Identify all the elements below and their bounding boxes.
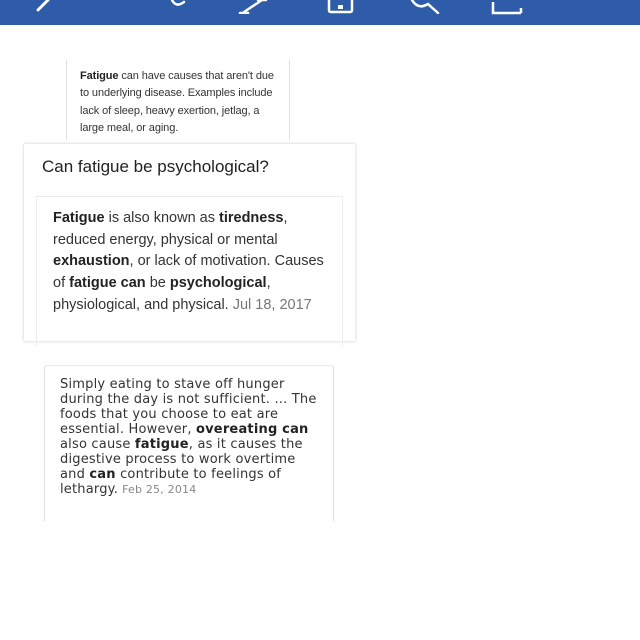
snippet-card-nondisease-causes[interactable]: [67, 60, 289, 140]
bold-term: Fatigue: [53, 210, 105, 226]
answer-date: Jul 18, 2017: [232, 296, 312, 313]
bold-term: can: [89, 467, 116, 482]
bold-term: psychological: [169, 275, 267, 292]
text-fragment: Simply eating to stave off hunger during the day is not sufficient. ... The foods that you choose to eat are essential. However,: [60, 377, 317, 437]
text-fragment: , reduced energy, physical or mental: [53, 210, 288, 248]
search-icon[interactable]: [408, 0, 448, 14]
share-icon[interactable]: [490, 0, 526, 16]
people-also-ask-card[interactable]: [24, 144, 355, 341]
answer-box: [36, 196, 343, 346]
bold-term: fatigue: [134, 437, 189, 452]
text-fragment: is also known as: [104, 210, 220, 226]
snippet-body: can have causes that aren't due to underlying disease. Examples include lack of sleep, heavy exertion, jetlag, a large meal, or aging.: [80, 70, 274, 134]
snippet-card-overeating[interactable]: [45, 366, 333, 521]
text-fragment: , as it causes the digestive process to work overtime and: [60, 437, 303, 482]
bold-term: Fatigue: [80, 70, 119, 82]
snippet-text: [67, 60, 289, 137]
app-toolbar: [0, 0, 640, 25]
text-fragment: contribute to feelings of lethargy.: [60, 467, 282, 497]
text-fragment: also cause: [60, 437, 135, 452]
text-fragment: , physiological, and physical.: [53, 275, 271, 313]
snippet-date: Feb 25, 2014: [122, 483, 197, 496]
pen-icon[interactable]: [238, 0, 270, 14]
back-arrow-icon[interactable]: [30, 0, 56, 14]
bold-term: overeating can: [196, 422, 309, 437]
question-heading[interactable]: Can fatigue be psychological?: [42, 157, 269, 176]
redo-icon[interactable]: [168, 0, 190, 12]
bold-term: tiredness: [219, 210, 284, 226]
bold-term: exhaustion: [53, 253, 130, 270]
text-fragment: be: [145, 275, 170, 292]
snippet-text: [45, 366, 333, 497]
bold-term: fatigue can: [69, 275, 146, 292]
clipboard-icon[interactable]: [326, 0, 356, 14]
text-fragment: , or lack of motivation. Causes of: [53, 253, 324, 292]
answer-text: [37, 197, 342, 317]
